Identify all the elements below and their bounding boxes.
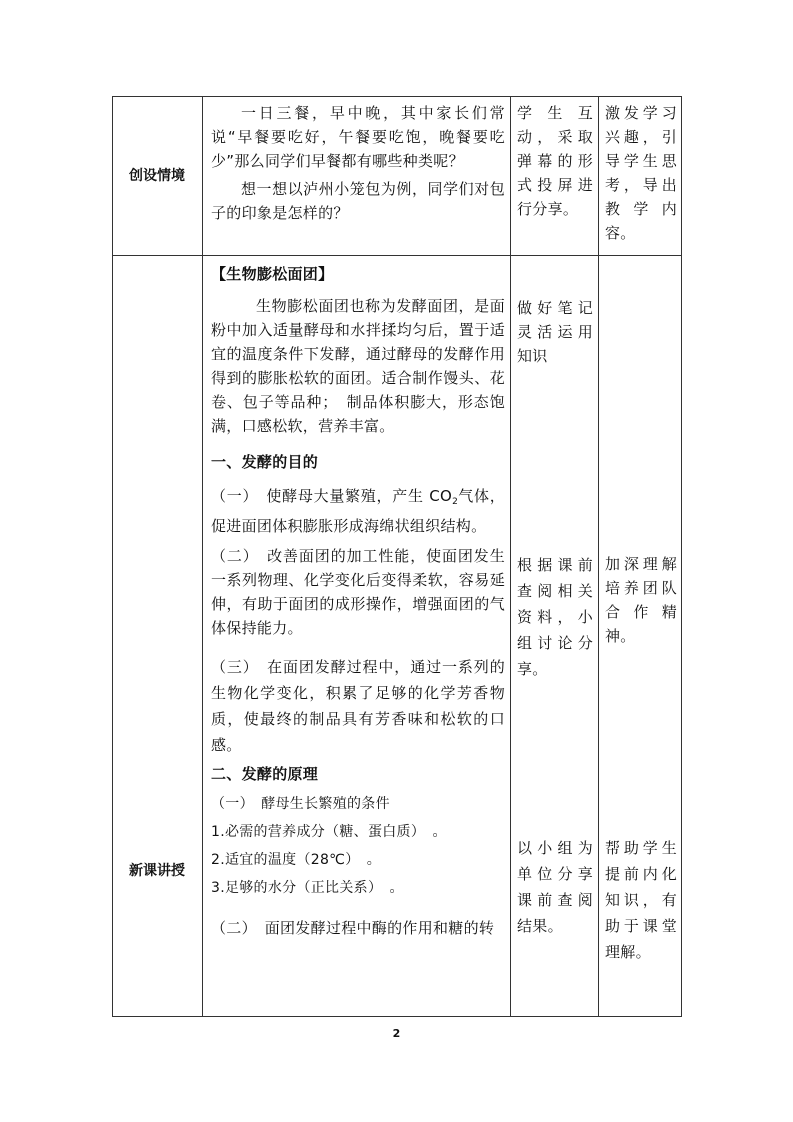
table-border-bottom: [112, 1016, 682, 1017]
table-divider-3: [598, 96, 599, 1017]
purpose-item-1-lead: （一） 使酵母大量繁殖，产生 CO: [211, 487, 453, 505]
student-note-2: 根据课前查阅相关资料，小组讨论分享。: [517, 556, 593, 678]
intent-note-2: 帮助学生提前内化知识，有助于课堂理解。: [605, 839, 677, 961]
new-lesson-content: [211, 262, 505, 940]
student-note-3: 以小组为单位分享课前查阅结果。: [517, 839, 593, 935]
purpose-item-1-subscript: 2: [452, 497, 458, 507]
purpose-item-2: （二） 改善面团的加工性能，使面团发生一系列物理、化学变化后变得柔软，容易延伸，有助于面团的成形操作，增强面团的气体保持能力。: [211, 547, 505, 637]
purpose-item-1-tail: 气体，促进面团体积膨胀形成海绵状组织结构。: [211, 487, 505, 535]
student-note-1: 做好笔记灵活运用知识: [517, 299, 593, 365]
intent-note-1: 加深理解培养团队合作精神。: [605, 555, 677, 645]
scenario-paragraph-2: 想一想以泸州小笼包为例，同学们对包子的印象是怎样的？: [211, 180, 505, 222]
principle-subheading-2: （二） 面团发酵过程中酶的作用和糖的转: [211, 919, 495, 937]
heading-fermentation-purpose: 一、发酵的目的: [211, 453, 319, 471]
table-divider-2: [510, 96, 511, 1017]
condition-item-3: 3.足够的水分（正比关系） 。: [211, 880, 404, 896]
table-border-top: [112, 96, 682, 97]
row-label-new-lesson: 新课讲授: [129, 863, 185, 879]
table-divider-1: [202, 96, 203, 1017]
section-intro: 生物膨松面团也称为发酵面团，是面粉中加入适量酵母和水拌揉均匀后，置于适宜的温度条件下发酵，通过酵母的发酵作用得到的膨胀松软的面团。适合制作馒头、花卷、包子等品种； 制品体积膨大，形态饱满，口感松软，营养丰富。: [211, 297, 505, 435]
scenario-design-intent: 激发学习兴趣，引导学生思考，导出教学内容。: [605, 104, 677, 242]
condition-item-2: 2.适宜的温度（28℃） 。: [211, 852, 382, 868]
condition-item-1: 1.必需的营养成分（糖、蛋白质） 。: [211, 824, 447, 840]
scenario-student-activity: 学生互动，采取弹幕的形式投屏进行分享。: [517, 104, 593, 218]
page-number: 2: [392, 1027, 401, 1040]
purpose-item-3: （三） 在面团发酵过程中，通过一系列的生物化学变化，积累了足够的化学芳香物质，使最终的制品具有芳香味和松软的口感。: [211, 658, 505, 754]
scenario-paragraph-1: 一日三餐，早中晚，其中家长们常说“早餐要吃好，午餐要吃饱，晚餐要吃少”那么同学们早餐都有哪些种类呢？: [211, 104, 505, 170]
table-border-right: [681, 96, 682, 1017]
row-divider: [112, 255, 682, 256]
section-title: 【生物膨松面团】: [211, 265, 334, 283]
row-label-scenario: 创设情境: [129, 168, 185, 184]
scenario-content: [211, 101, 505, 225]
heading-fermentation-principle: 二、发酵的原理: [211, 765, 319, 783]
principle-subheading-1: （一） 酵母生长繁殖的条件: [211, 796, 390, 812]
purpose-item-1: [211, 484, 505, 538]
